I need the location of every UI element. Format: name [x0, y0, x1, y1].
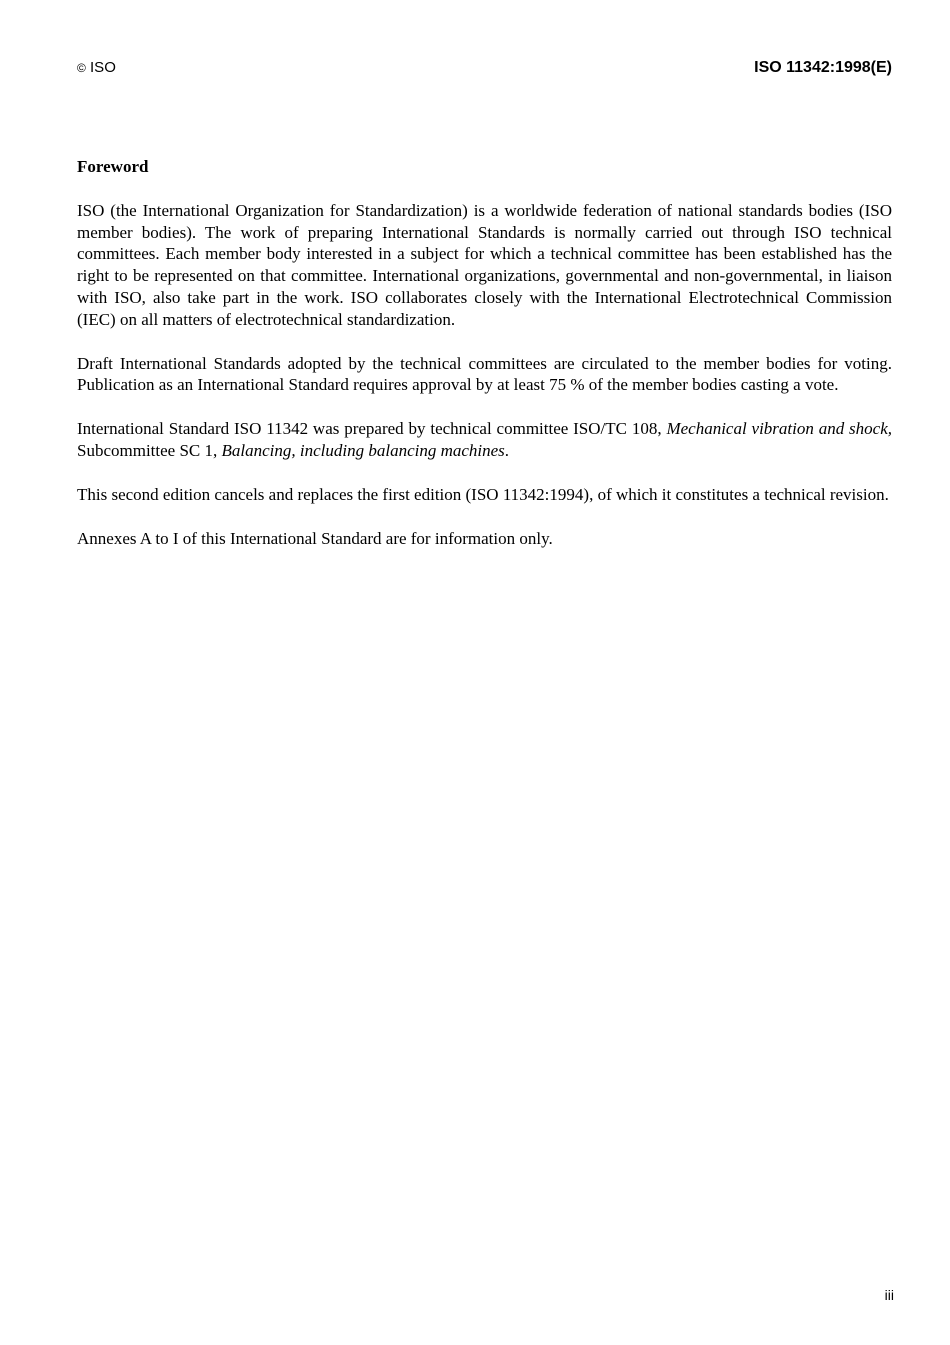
header-copyright: [77, 59, 116, 77]
preparation-text-3: .: [504, 440, 510, 460]
preparation-text-2: Subcommittee SC 1,: [77, 440, 222, 460]
copyright-symbol: ©: [77, 61, 86, 75]
paragraph-annexes: Annexes A to I of this International Standard are for information only.: [77, 528, 553, 548]
page-number: iii: [884, 1287, 894, 1303]
paragraph-iso-overview: ISO (the International Organization for Standardization) is a worldwide federation of national standards bodies (ISO member bodies). The work of preparing International Standards is normally carried out through ISO technical committees. Each member body interested in a subject for which a technical committee has been established has the right to be represented on that committee. International organizations, governmental and non-governmental, in liaison with ISO, also take part in the work. ISO collaborates closely with the International Electrotechnical Commission (IEC) on all matters of electrotechnical standardization.: [77, 200, 892, 329]
paragraph-draft-standards: Draft International Standards adopted by the technical committees are circulated to the member bodies for voting. Publication as an International Standard requires approval by at least 75 % of the member bodies casting a vote.: [77, 353, 892, 395]
paragraph-preparation: [77, 418, 892, 462]
paragraph-edition: This second edition cancels and replaces the first edition (ISO 11342:1994), of which it constitutes a technical revision.: [77, 484, 889, 504]
subcommittee-name: Balancing, including balancing machines: [221, 440, 505, 460]
section-title: Foreword: [77, 157, 149, 176]
committee-name: Mechanical vibration and shock,: [666, 419, 893, 439]
preparation-text-1: International Standard ISO 11342 was prepared by technical committee ISO/TC 108,: [77, 419, 667, 439]
foreword-section: [77, 156, 892, 571]
header-document-id: ISO 11342:1998(E): [754, 59, 892, 76]
copyright-org: ISO: [90, 59, 116, 76]
